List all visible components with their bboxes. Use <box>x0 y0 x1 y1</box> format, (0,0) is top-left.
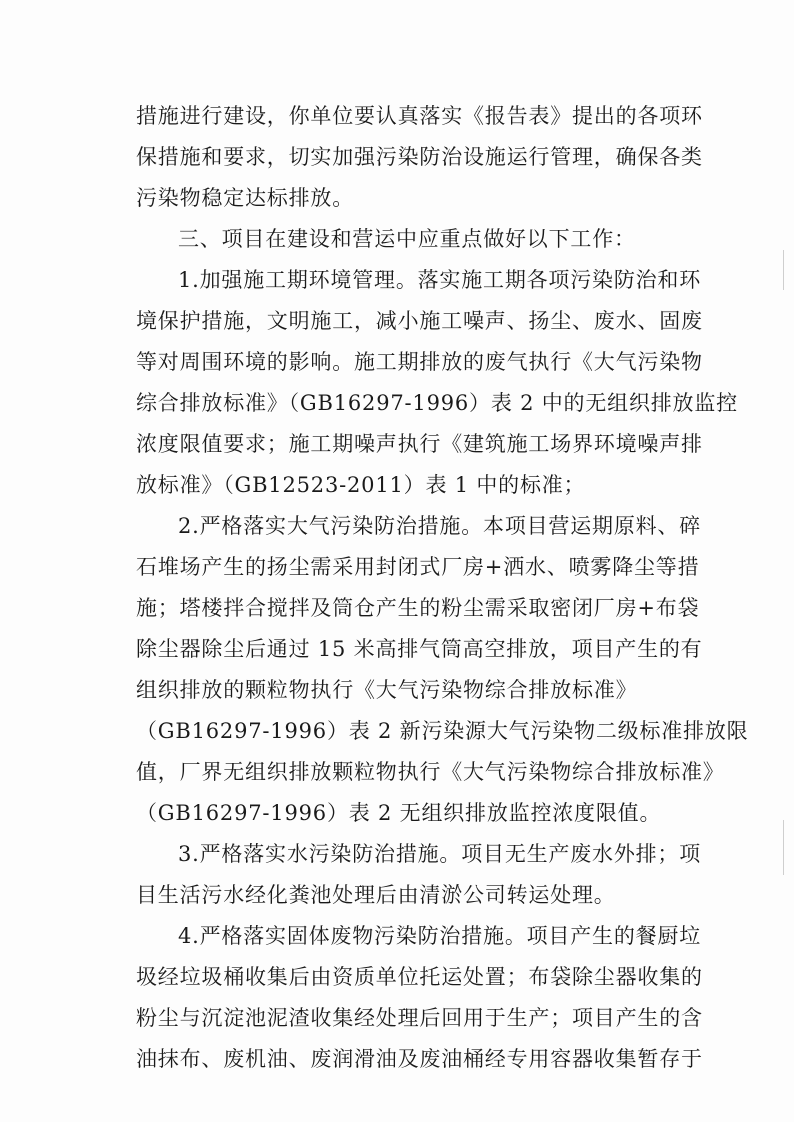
text-line: 施；塔楼拌合搅拌及筒仓产生的粉尘需采取密闭厂房+布袋 <box>136 596 700 620</box>
text-line: 粉尘与沉淀池泥渣收集经处理后回用于生产；项目产生的含 <box>136 1006 703 1030</box>
text-line: 等对周围环境的影响。施工期排放的废气执行《大气污染物 <box>136 350 703 374</box>
scan-edge-mark <box>783 820 784 875</box>
text-line: 石堆场产生的扬尘需采用封闭式厂房+洒水、喷雾降尘等措 <box>136 555 700 579</box>
text-line: 3.严格落实水污染防治措施。项目无生产废水外排；项 <box>178 842 702 866</box>
text-line: 1.加强施工期环境管理。落实施工期各项污染防治和环 <box>178 268 702 292</box>
text-line: 目生活污水经化粪池处理后由清淤公司转运处理。 <box>136 883 616 907</box>
text-line: 措施进行建设，你单位要认真落实《报告表》提出的各项环 <box>136 104 703 128</box>
text-line: （GB16297-1996）表 2 无组织排放监控浓度限值。 <box>136 801 662 825</box>
text-line: 圾经垃圾桶收集后由资质单位托运处置；布袋除尘器收集的 <box>136 965 703 989</box>
text-line: 组织排放的颗粒物执行《大气污染物综合排放标准》 <box>136 678 638 702</box>
text-line: 值，厂界无组织排放颗粒物执行《大气污染物综合排放标准》 <box>136 760 725 784</box>
text-line: （GB16297-1996）表 2 新污染源大气污染物二级标准排放限 <box>136 719 749 743</box>
text-line: 浓度限值要求；施工期噪声执行《建筑施工场界环境噪声排 <box>136 432 703 456</box>
text-line: 放标准》（GB12523-2011）表 1 中的标准； <box>136 473 586 497</box>
text-line: 境保护措施，文明施工，减小施工噪声、扬尘、废水、固废 <box>136 309 703 333</box>
text-line: 污染物稳定达标排放。 <box>136 186 354 210</box>
text-line: 综合排放标准》（GB16297-1996）表 2 中的无组织排放监控 <box>136 391 738 415</box>
text-line: 油抹布、废机油、废润滑油及废油桶经专用容器收集暂存于 <box>136 1047 703 1071</box>
section-heading: 三、项目在建设和营运中应重点做好以下工作： <box>178 227 636 251</box>
scan-edge-mark <box>783 250 784 290</box>
text-line: 2.严格落实大气污染防治措施。本项目营运期原料、碎 <box>178 514 702 538</box>
text-line: 除尘器除尘后通过 15 米高排气筒高空排放，项目产生的有 <box>136 637 703 661</box>
text-line: 保措施和要求，切实加强污染防治设施运行管理，确保各类 <box>136 145 703 169</box>
text-line: 4.严格落实固体废物污染防治措施。项目产生的餐厨垃 <box>178 924 702 948</box>
